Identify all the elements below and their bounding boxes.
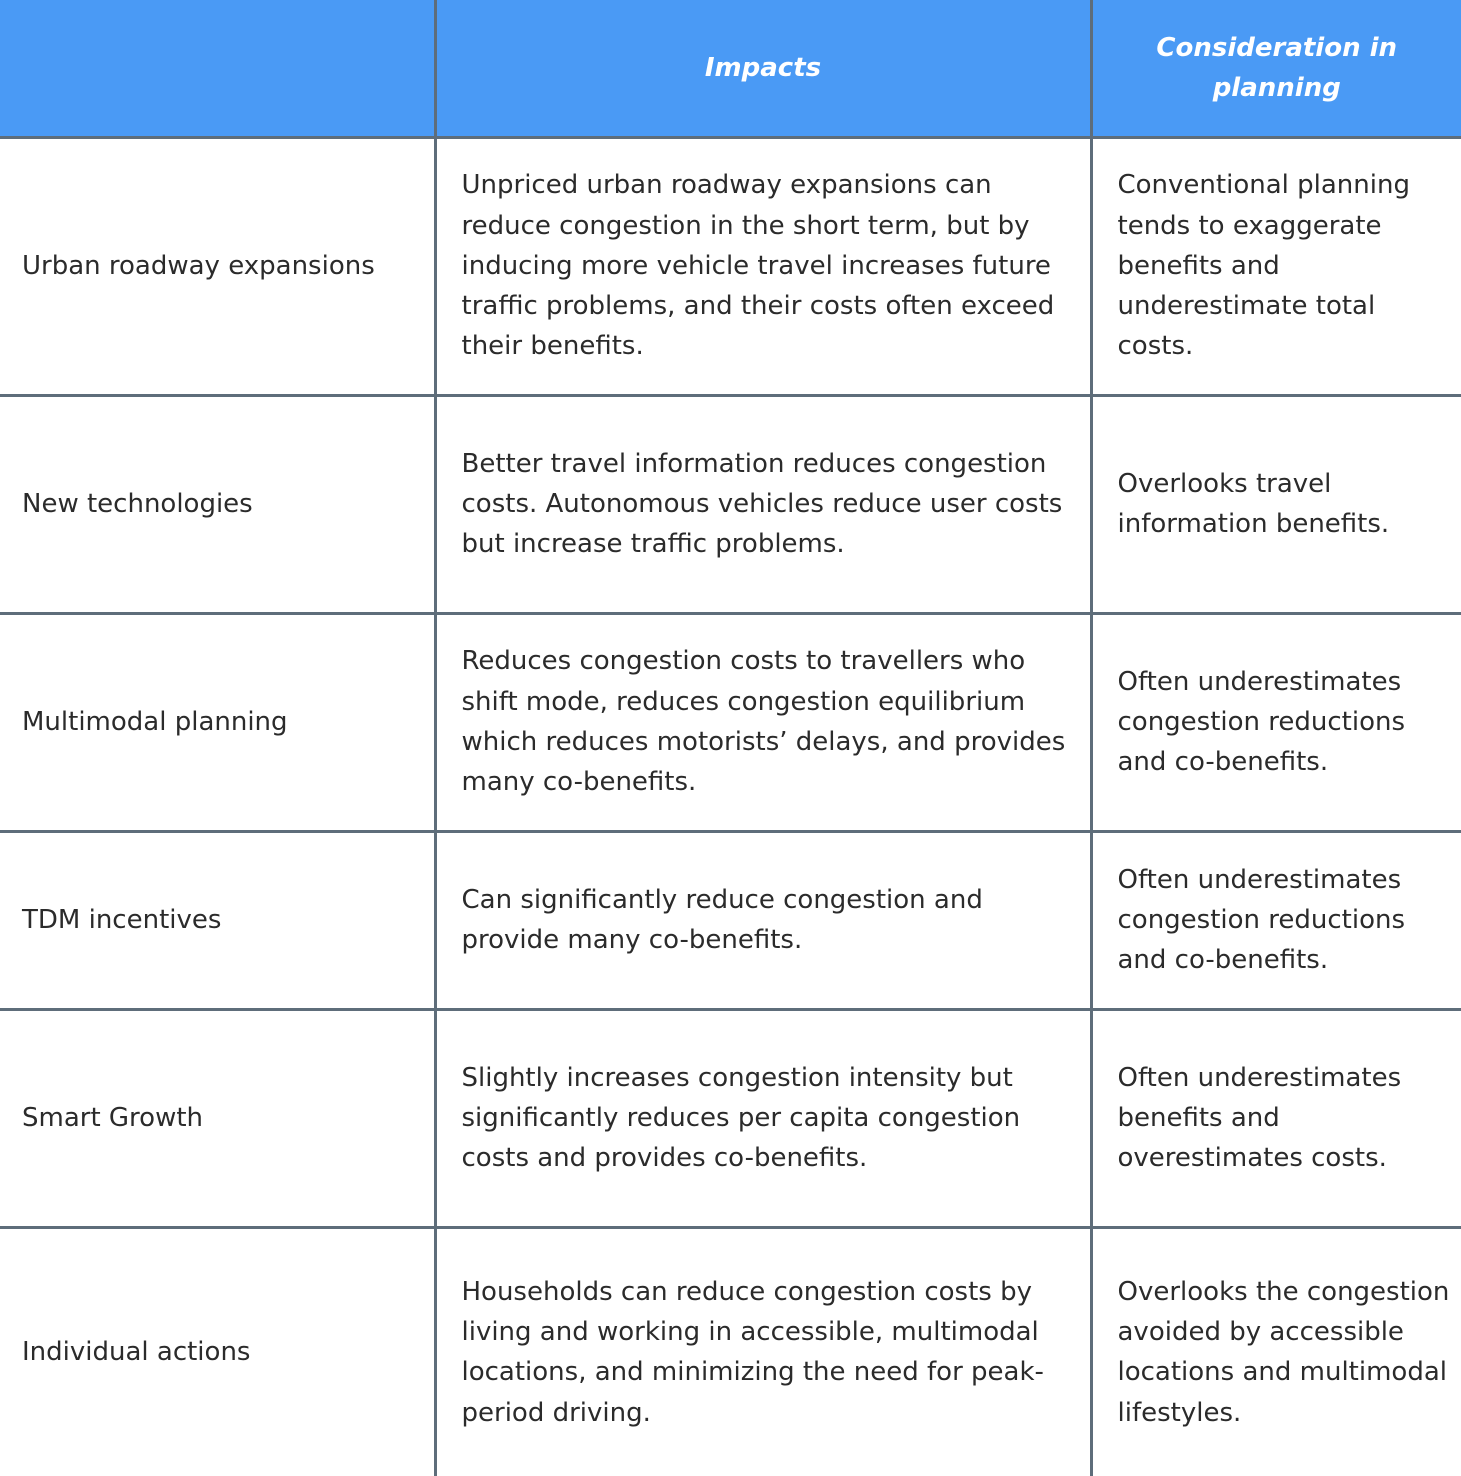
header-consideration: Consideration in planning bbox=[1091, 0, 1461, 137]
table-row bbox=[0, 1227, 1461, 1476]
impacts-cell: Can significantly reduce congestion and provide many co-benefits. bbox=[435, 831, 1091, 1009]
consideration-cell: Conventional planning tends to exaggerate benefits and underestimate total costs. bbox=[1091, 137, 1461, 395]
consideration-cell: Overlooks the congestion avoided by accessible locations and multimodal lifestyles. bbox=[1091, 1227, 1461, 1476]
table-row bbox=[0, 1009, 1461, 1227]
consideration-cell: Overlooks travel information benefits. bbox=[1091, 395, 1461, 613]
row-label: Urban roadway expansions bbox=[0, 137, 435, 395]
consideration-cell: Often underestimates congestion reductions and co-benefits. bbox=[1091, 831, 1461, 1009]
row-label: Smart Growth bbox=[0, 1009, 435, 1227]
impacts-cell: Slightly increases congestion intensity but significantly reduces per capita congestion costs and provides co-benefits. bbox=[435, 1009, 1091, 1227]
table-row bbox=[0, 395, 1461, 613]
impacts-cell: Households can reduce congestion costs by living and working in accessible, multimodal locations, and minimizing the need for peak-period driving. bbox=[435, 1227, 1091, 1476]
row-label: Individual actions bbox=[0, 1227, 435, 1476]
table-row bbox=[0, 137, 1461, 395]
impacts-cell: Better travel information reduces congestion costs. Autonomous vehicles reduce user costs but increase traffic problems. bbox=[435, 395, 1091, 613]
consideration-cell: Often underestimates congestion reductions and co-benefits. bbox=[1091, 613, 1461, 831]
header-impacts: Impacts bbox=[435, 0, 1091, 137]
table-row bbox=[0, 613, 1461, 831]
header-row bbox=[0, 0, 1461, 137]
table-row bbox=[0, 831, 1461, 1009]
impacts-cell: Unpriced urban roadway expansions can reduce congestion in the short term, but by inducing more vehicle travel increases future traffic problems, and their costs often exceed their benefits. bbox=[435, 137, 1091, 395]
row-label: Multimodal planning bbox=[0, 613, 435, 831]
row-label: New technologies bbox=[0, 395, 435, 613]
impacts-cell: Reduces congestion costs to travellers who shift mode, reduces congestion equilibrium which reduces motorists’ delays, and provides many co-benefits. bbox=[435, 613, 1091, 831]
consideration-cell: Often underestimates benefits and overestimates costs. bbox=[1091, 1009, 1461, 1227]
header-empty-cell bbox=[0, 0, 435, 137]
row-label: TDM incentives bbox=[0, 831, 435, 1009]
